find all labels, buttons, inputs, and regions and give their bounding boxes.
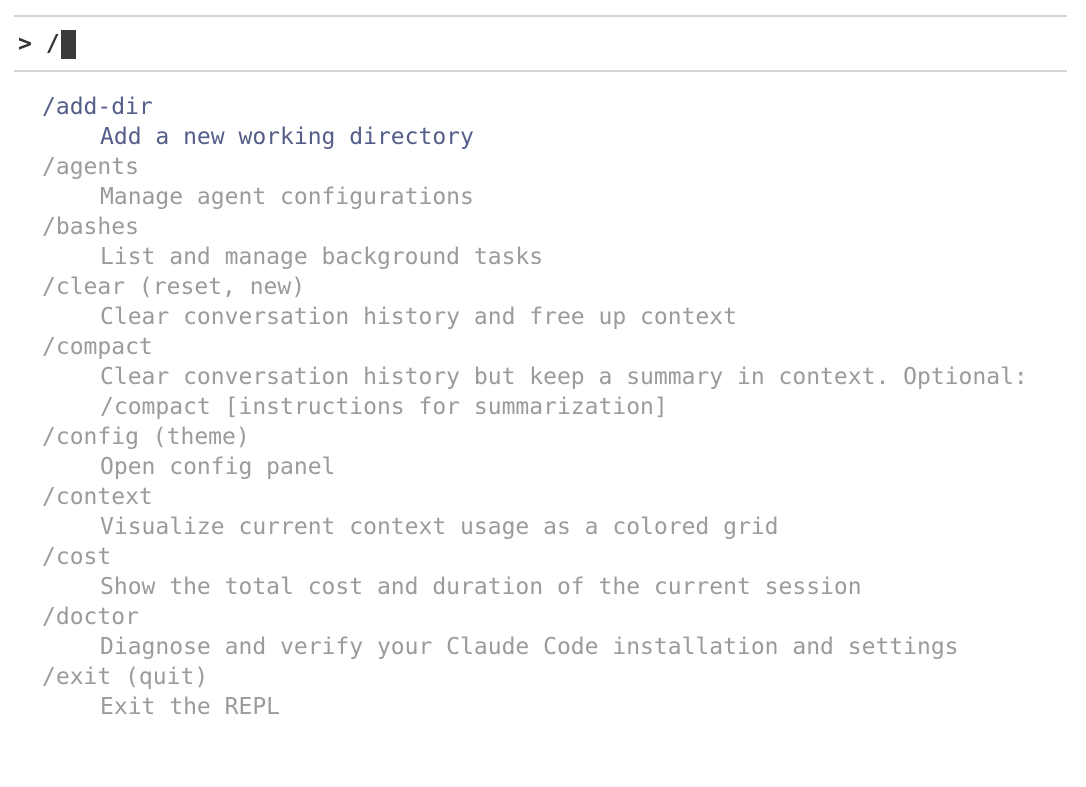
command-name: /context [42, 484, 153, 510]
command-option[interactable] [0, 272, 1086, 332]
command-description: Clear conversation history but keep a summary in context. Optional: [100, 364, 1028, 390]
command-name: /add-dir [42, 94, 153, 120]
text-cursor [61, 30, 76, 59]
command-name: /bashes [42, 214, 139, 240]
command-description: Diagnose and verify your Claude Code installation and settings [100, 634, 959, 660]
command-name: /exit (quit) [42, 664, 209, 690]
slash-command-menu [0, 92, 1086, 722]
command-name: /config (theme) [42, 424, 250, 450]
command-option[interactable] [0, 422, 1086, 482]
command-input-value: / [45, 31, 60, 57]
command-option[interactable] [0, 212, 1086, 272]
command-description: Visualize current context usage as a colored grid [100, 514, 779, 540]
command-option[interactable] [0, 92, 1086, 152]
command-description: Exit the REPL [100, 694, 281, 720]
command-description: Show the total cost and duration of the current session [100, 574, 862, 600]
command-name: /compact [42, 334, 153, 360]
command-description: Add a new working directory [100, 124, 474, 150]
command-name: /cost [42, 544, 112, 570]
command-option[interactable] [0, 332, 1086, 422]
command-option[interactable] [0, 542, 1086, 602]
command-description: Clear conversation history and free up context [100, 304, 737, 330]
command-name: /clear (reset, new) [42, 274, 306, 300]
command-description: Manage agent configurations [100, 184, 474, 210]
prompt-indicator: > [18, 31, 32, 57]
command-option[interactable] [0, 602, 1086, 662]
command-description: List and manage background tasks [100, 244, 544, 270]
claude-code-terminal [0, 15, 1086, 787]
command-option[interactable] [0, 482, 1086, 542]
command-name: /doctor [42, 604, 139, 630]
command-description: Open config panel [100, 454, 336, 480]
command-name: /agents [42, 154, 139, 180]
command-option[interactable] [0, 152, 1086, 212]
command-option[interactable] [0, 662, 1086, 722]
prompt-input-box[interactable] [14, 15, 1067, 72]
command-description: /compact [instructions for summarization] [100, 394, 668, 420]
